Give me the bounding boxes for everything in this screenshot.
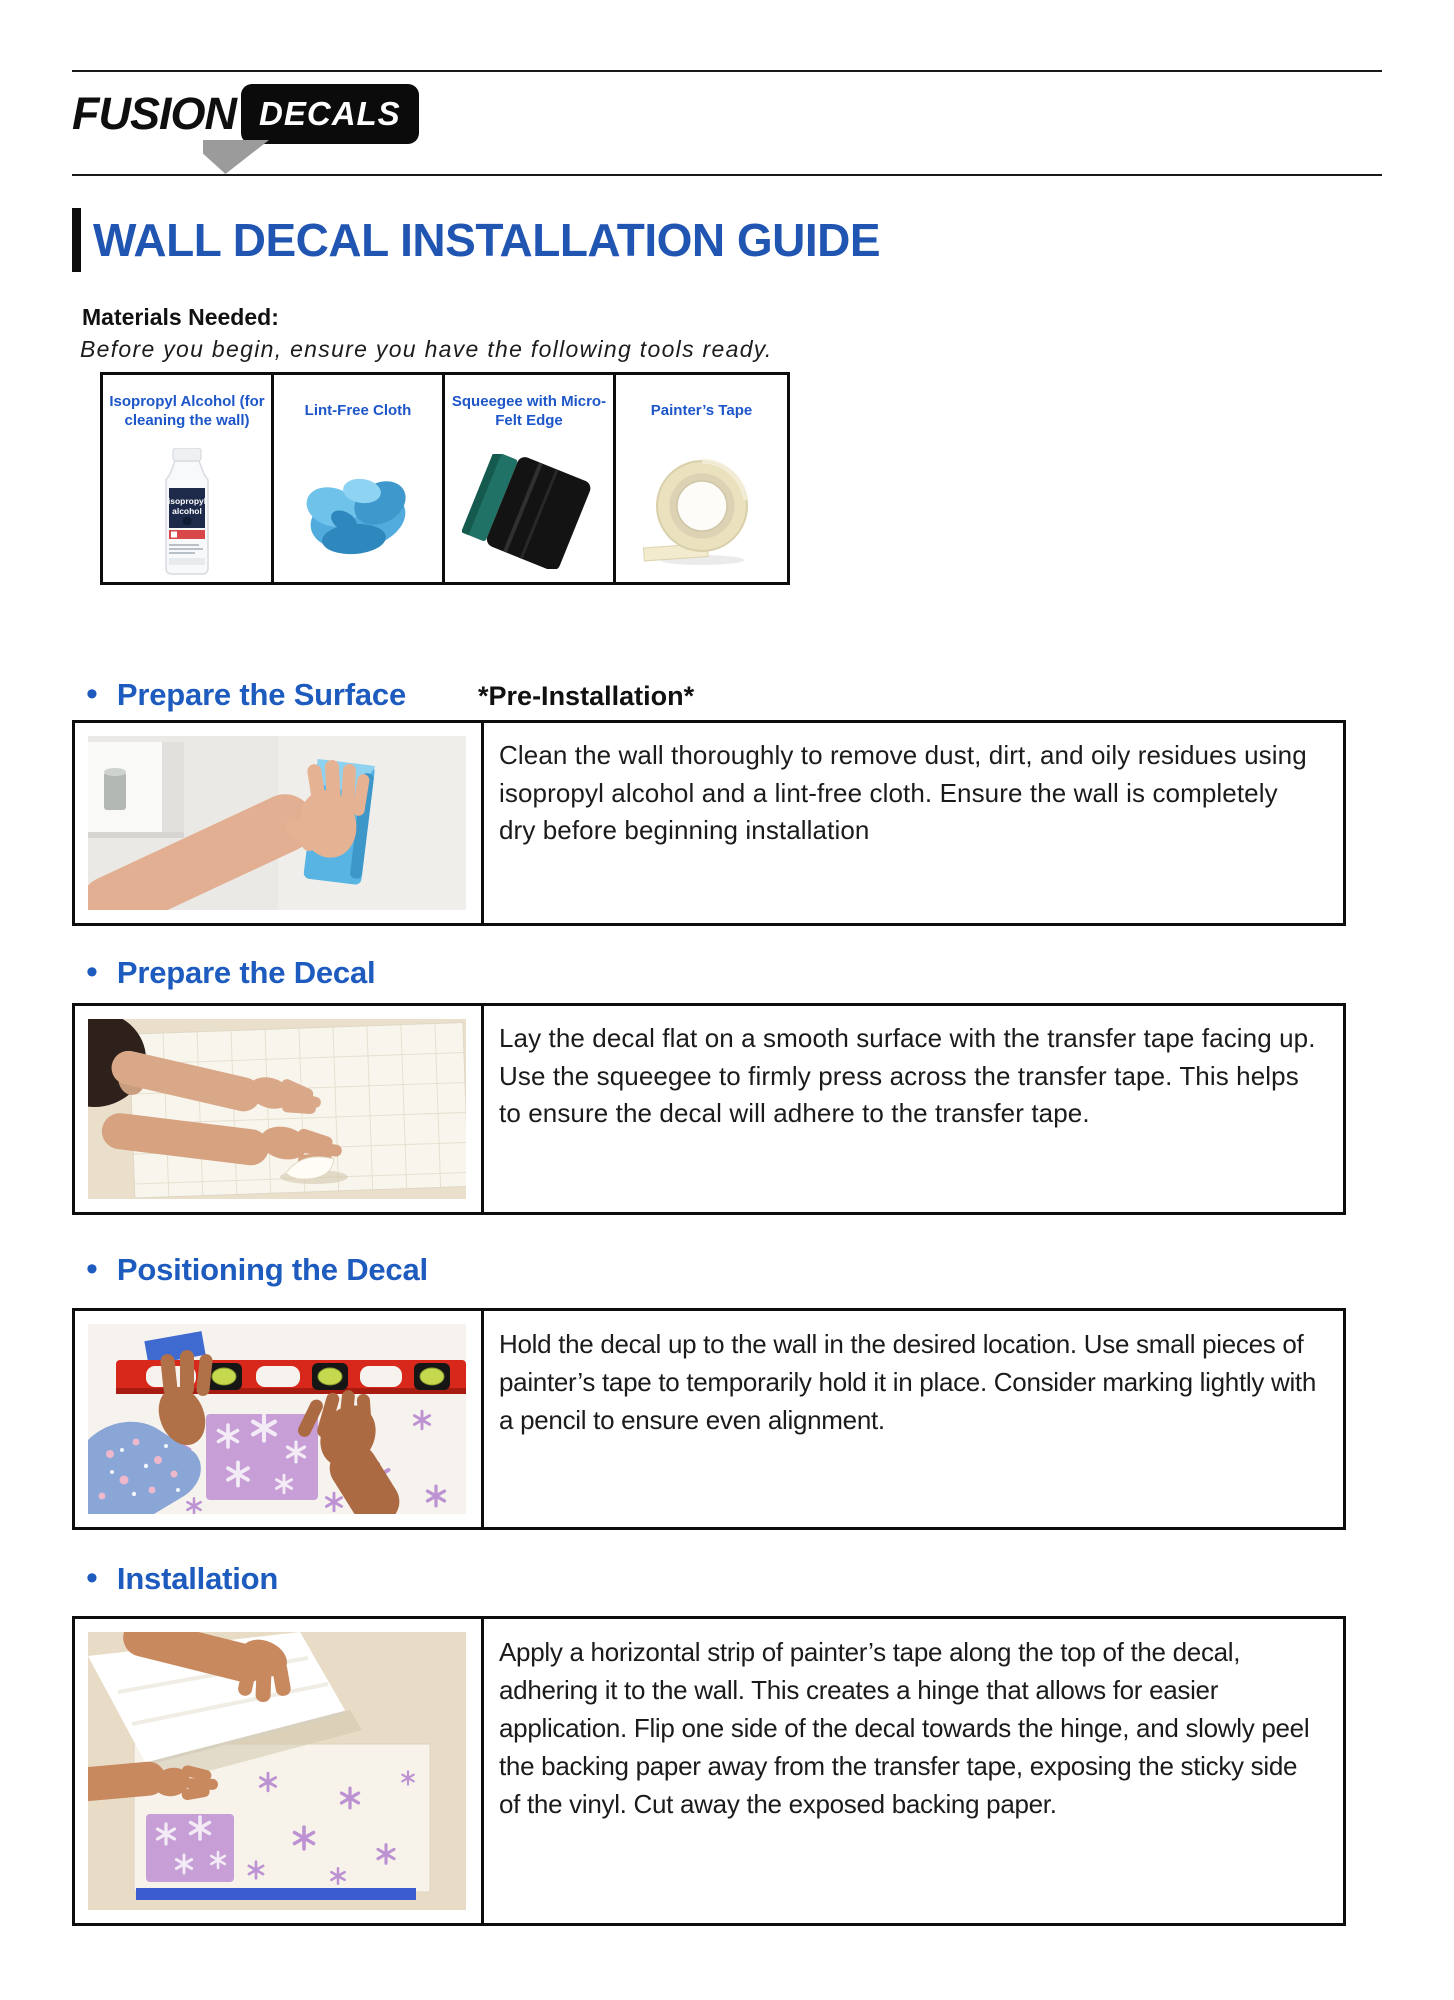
section-heading-installation — [86, 1558, 278, 1599]
isopropyl-alcohol-bottle-image — [103, 441, 271, 582]
header-rule-top — [72, 70, 1382, 72]
section-title: Positioning the Decal — [116, 1252, 428, 1287]
section-body-text: Hold the decal up to the wall in the desired location. Use small pieces of painter’s tape to temporarily hold it in place. Consider marking lightly with a pencil to ensure even alignment. — [481, 1311, 1343, 1527]
section-title: Prepare the Decal — [116, 955, 376, 990]
material-cell-isopropyl-alcohol — [103, 375, 274, 582]
material-label: Lint-Free Cloth — [304, 402, 412, 420]
photo-peeling-backing-paper — [75, 1619, 481, 1923]
lint-free-cloth-image — [274, 441, 442, 582]
material-cell-painters-tape — [616, 375, 787, 582]
painters-tape-image — [616, 441, 787, 582]
bullet-icon: • — [86, 1250, 98, 1288]
materials-table — [100, 372, 790, 585]
page-title: WALL DECAL INSTALLATION GUIDE — [93, 214, 881, 266]
logo-fold-icon — [203, 140, 269, 174]
section-heading-prepare-surface — [86, 674, 694, 715]
materials-subheading: Before you begin, ensure you have the following tools ready. — [80, 336, 773, 362]
section-body-text: Apply a horizontal strip of painter’s tape along the top of the decal, adhering it to the wall. This creates a hinge that allows for easier application. Flip one side of the decal towards the hinge, and slowly peel the backing paper away from the transfer tape, exposing the sticky side of the vinyl. Cut away the exposed backing paper. — [481, 1619, 1343, 1923]
section-box-prepare-decal — [72, 1003, 1346, 1215]
squeegee-image — [445, 441, 613, 582]
header-rule-bottom — [72, 174, 1382, 176]
title-row — [72, 208, 880, 272]
bullet-icon: • — [86, 953, 98, 991]
section-body-text: Lay the decal flat on a smooth surface with the transfer tape facing up. Use the squeegee to firmly press across the transfer tape. This helps to ensure the decal will adhere to the transfer tape. — [481, 1006, 1343, 1212]
section-box-positioning-decal — [72, 1308, 1346, 1530]
logo-fusion-text: FUSION — [72, 88, 237, 139]
section-box-prepare-surface — [72, 720, 1346, 926]
material-cell-squeegee — [445, 375, 616, 582]
section-body-text: Clean the wall thoroughly to remove dust, dirt, and oily residues using isopropyl alcohol and a lint-free cloth. Ensure the wall is completely dry before beginning installation — [481, 723, 1343, 923]
pre-installation-note: *Pre-Installation* — [478, 681, 695, 711]
bottle-label-line1: isopropyl — [167, 495, 207, 506]
bottle-label-line2: alcohol — [172, 505, 202, 516]
logo-decals-text: DECALS — [259, 95, 401, 132]
material-label: Painter’s Tape — [650, 402, 753, 420]
photo-pressing-decal-flat — [75, 1006, 481, 1212]
logo-decals-badge — [241, 84, 419, 144]
materials-heading: Materials Needed: — [82, 304, 279, 330]
section-box-installation — [72, 1616, 1346, 1926]
title-accent-bar — [72, 208, 81, 272]
material-label: Isopropyl Alcohol (for cleaning the wall) — [109, 392, 265, 429]
material-cell-lint-free-cloth — [274, 375, 445, 582]
section-title: Prepare the Surface — [116, 677, 407, 712]
section-heading-prepare-decal — [86, 952, 375, 993]
fusion-decals-logo — [72, 84, 419, 144]
photo-level-on-wall — [75, 1311, 481, 1527]
section-title: Installation — [116, 1561, 279, 1596]
section-heading-positioning-decal — [86, 1249, 428, 1290]
photo-hand-wiping-wall — [75, 723, 481, 923]
bullet-icon: • — [86, 1559, 98, 1597]
bullet-icon: • — [86, 675, 98, 713]
material-label: Squeegee with Micro-Felt Edge — [451, 392, 607, 429]
